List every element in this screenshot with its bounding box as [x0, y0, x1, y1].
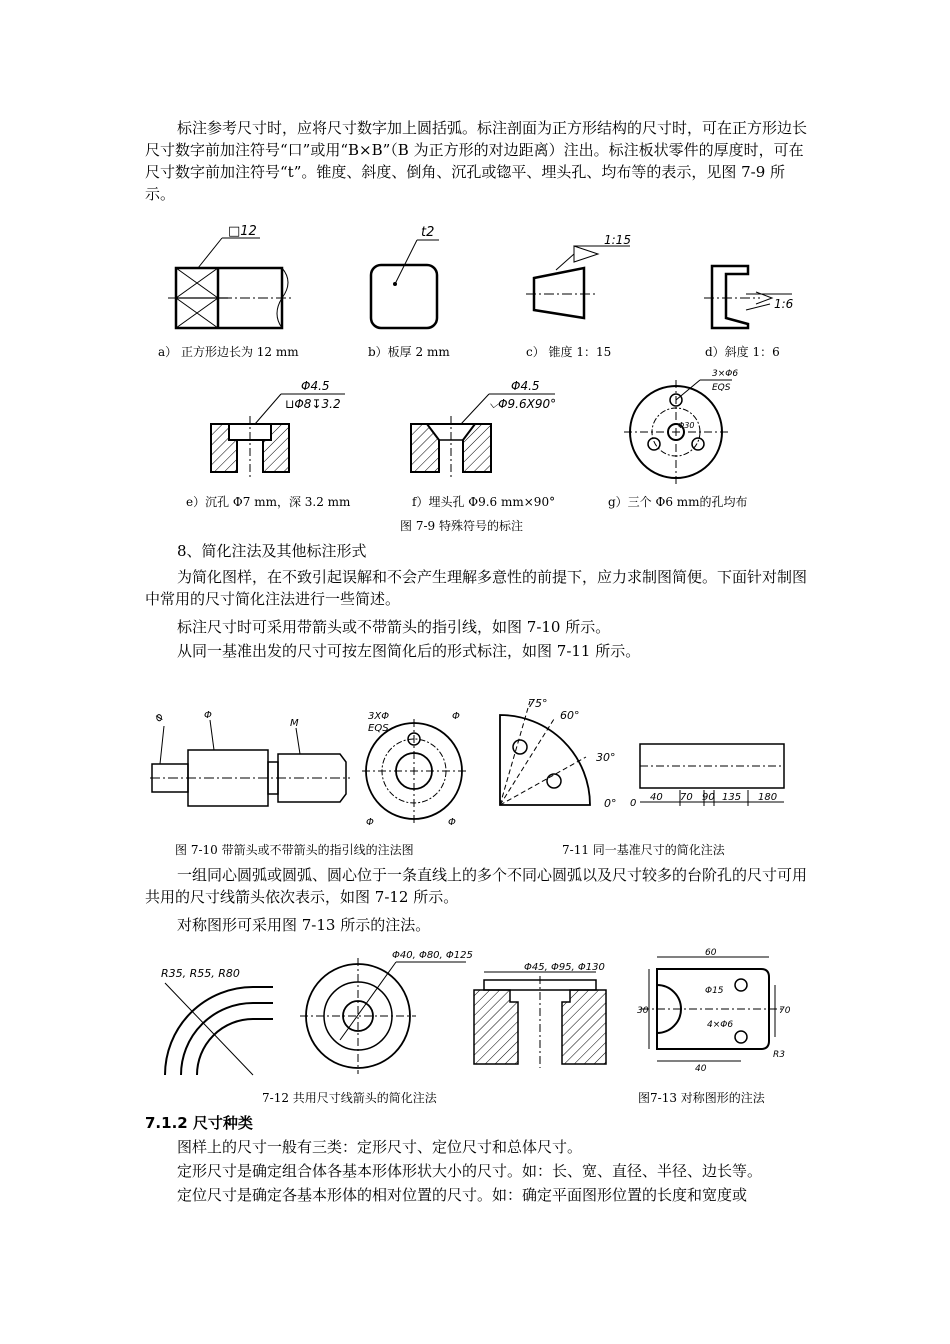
- figure-7-13-symmetric-plate: [635, 945, 800, 1075]
- para-symmetric: 对称图形可采用图 7-13 所示的注法。: [177, 916, 431, 934]
- label-slope: 1:6: [774, 297, 794, 311]
- label-180: 180: [758, 792, 778, 803]
- label-r3: R3: [773, 1050, 785, 1060]
- label-70: 70: [680, 792, 693, 803]
- label-70: 70: [779, 1006, 791, 1016]
- label-0-deg: 0°: [604, 797, 617, 810]
- label-counterbore-dia: Φ4.5: [301, 379, 330, 393]
- label-pcd: Φ30: [678, 421, 695, 430]
- label-countersink-dia: Φ4.5: [511, 379, 540, 393]
- figure-7-12-stepped-hole: [470, 960, 620, 1070]
- label-eqs-710: EQS: [368, 723, 389, 734]
- figure-7-11-angles: [490, 695, 630, 815]
- figure-7-9g-hole-pattern: [620, 366, 740, 486]
- label-40: 40: [650, 792, 663, 803]
- label-square-12: □12: [228, 224, 257, 239]
- caption-7-9d: d）斜度 1：6: [705, 345, 780, 359]
- figure-7-11-baseline: [630, 740, 790, 810]
- figure-7-12-circles: [300, 948, 473, 1078]
- label-holes-713: 4×Φ6: [707, 1020, 734, 1030]
- label-dia-c: Φ: [448, 817, 456, 828]
- figure-7-9d-slope: [700, 222, 800, 337]
- label-counterbore-depth: ⊔Φ8↧3.2: [285, 397, 341, 411]
- figure-7-9c-taper: [520, 222, 630, 337]
- section-8-heading: 8、简化注法及其他标注形式: [177, 542, 367, 560]
- label-holes: 3×Φ6: [712, 369, 739, 379]
- label-countersink-angle: ⌵Φ9.6X90°: [489, 397, 557, 411]
- label-eqs: EQS: [712, 383, 731, 393]
- label-60: 60: [705, 948, 717, 958]
- figure-7-9a-square-section: [168, 222, 298, 337]
- label-75: 75°: [528, 697, 548, 710]
- label-taper: 1:15: [604, 233, 631, 247]
- caption-7-9f: f）埋头孔 Φ9.6 mm×90°: [412, 495, 556, 509]
- figure-7-9b-plate-thickness: [365, 222, 455, 337]
- caption-7-9a: a） 正方形边长为 12 mm: [158, 345, 299, 359]
- para-concentric: 一组同心圆弧或圆弧、圆心位于一条直线上的多个不同心圆弧以及尺寸较多的台阶孔的尺寸可用共用的尺寸线箭头依次表示，如图 7-12 所示。: [145, 866, 808, 906]
- caption-7-9g: g）三个 Φ6 mm的孔均布: [608, 495, 748, 509]
- label-30: 30: [637, 1006, 649, 1016]
- figure-7-10-flange: [360, 705, 470, 835]
- label-thread: M: [290, 718, 299, 729]
- section-heading-7-1-2: 7.1.2 尺寸种类: [145, 1114, 253, 1132]
- caption-7-9b: b）板厚 2 mm: [368, 345, 450, 359]
- label-3xd: 3XΦ: [368, 711, 390, 722]
- label-40: 40: [695, 1064, 707, 1074]
- label-dia-b: Φ: [366, 817, 374, 828]
- label-d15: Φ15: [705, 986, 724, 996]
- section-712-para2: 定形尺寸是确定组合体各基本形体形状大小的尺寸。如：长、宽、直径、半径、边长等。: [177, 1162, 763, 1180]
- caption-7-13: 图7-13 对称图形的注法: [638, 1091, 765, 1105]
- label-radii: R35, R55, R80: [161, 967, 240, 980]
- caption-7-12: 7-12 共用尺寸线箭头的简化注法: [262, 1091, 437, 1105]
- label-90: 90: [702, 792, 715, 803]
- label-dia-1: Φ: [153, 712, 167, 724]
- label-60: 60°: [560, 709, 580, 722]
- figure-7-9e-counterbore: [205, 372, 355, 482]
- label-135: 135: [722, 792, 742, 803]
- section-8-para2: 标注尺寸时可采用带箭头或不带箭头的指引线，如图 7-10 所示。: [177, 618, 611, 636]
- label-dia-a: Φ: [452, 711, 460, 722]
- caption-7-9e: e）沉孔 Φ7 mm，深 3.2 mm: [186, 495, 351, 509]
- label-dia-2: Φ: [204, 710, 212, 721]
- caption-7-10: 图 7-10 带箭头或不带箭头的指引线的注法图: [175, 843, 414, 857]
- label-diameters: Φ40, Φ80, Φ125: [392, 950, 473, 961]
- figure-7-9f-countersink: [405, 372, 565, 482]
- figure-7-10-shaft-leaders: [150, 700, 350, 810]
- figure-7-9-title: 图 7-9 特殊符号的标注: [400, 519, 523, 533]
- section-8-para1: 为简化图样，在不致引起误解和不会产生理解多意性的前提下，应力求制图简便。下面针对制图中常用的尺寸简化注法进行一些简述。: [145, 568, 808, 608]
- caption-7-11: 7-11 同一基准尺寸的简化注法: [562, 843, 725, 857]
- label-t2: t2: [421, 225, 435, 240]
- section-712-para1: 图样上的尺寸一般有三类：定形尺寸、定位尺寸和总体尺寸。: [177, 1138, 583, 1156]
- label-steps: Φ45, Φ95, Φ130: [524, 962, 605, 973]
- intro-paragraph: 标注参考尺寸时，应将尺寸数字加上圆括弧。标注剖面为正方形结构的尺寸时，可在正方形边长尺寸数字前加注符号“口”或用“B×B”（B 为正方形的对边距离）注出。标注板状零件的厚度时，可在尺寸数字前加注符号“t”。锥度、斜度、倒角、沉孔或锪平、埋头孔、均布等的表示，见图 7-9 所示。: [145, 119, 808, 203]
- section-8-para3: 从同一基准出发的尺寸可按左图简化后的形式标注，如图 7-11 所示。: [177, 642, 641, 660]
- label-30: 30°: [596, 751, 616, 764]
- section-712-para3: 定位尺寸是确定各基本形体的相对位置的尺寸。如：确定平面图形位置的长度和宽度或: [177, 1186, 748, 1204]
- figure-7-12-arcs: [155, 965, 280, 1080]
- caption-7-9c: c） 锥度 1：15: [526, 345, 612, 359]
- label-0: 0: [630, 798, 637, 809]
